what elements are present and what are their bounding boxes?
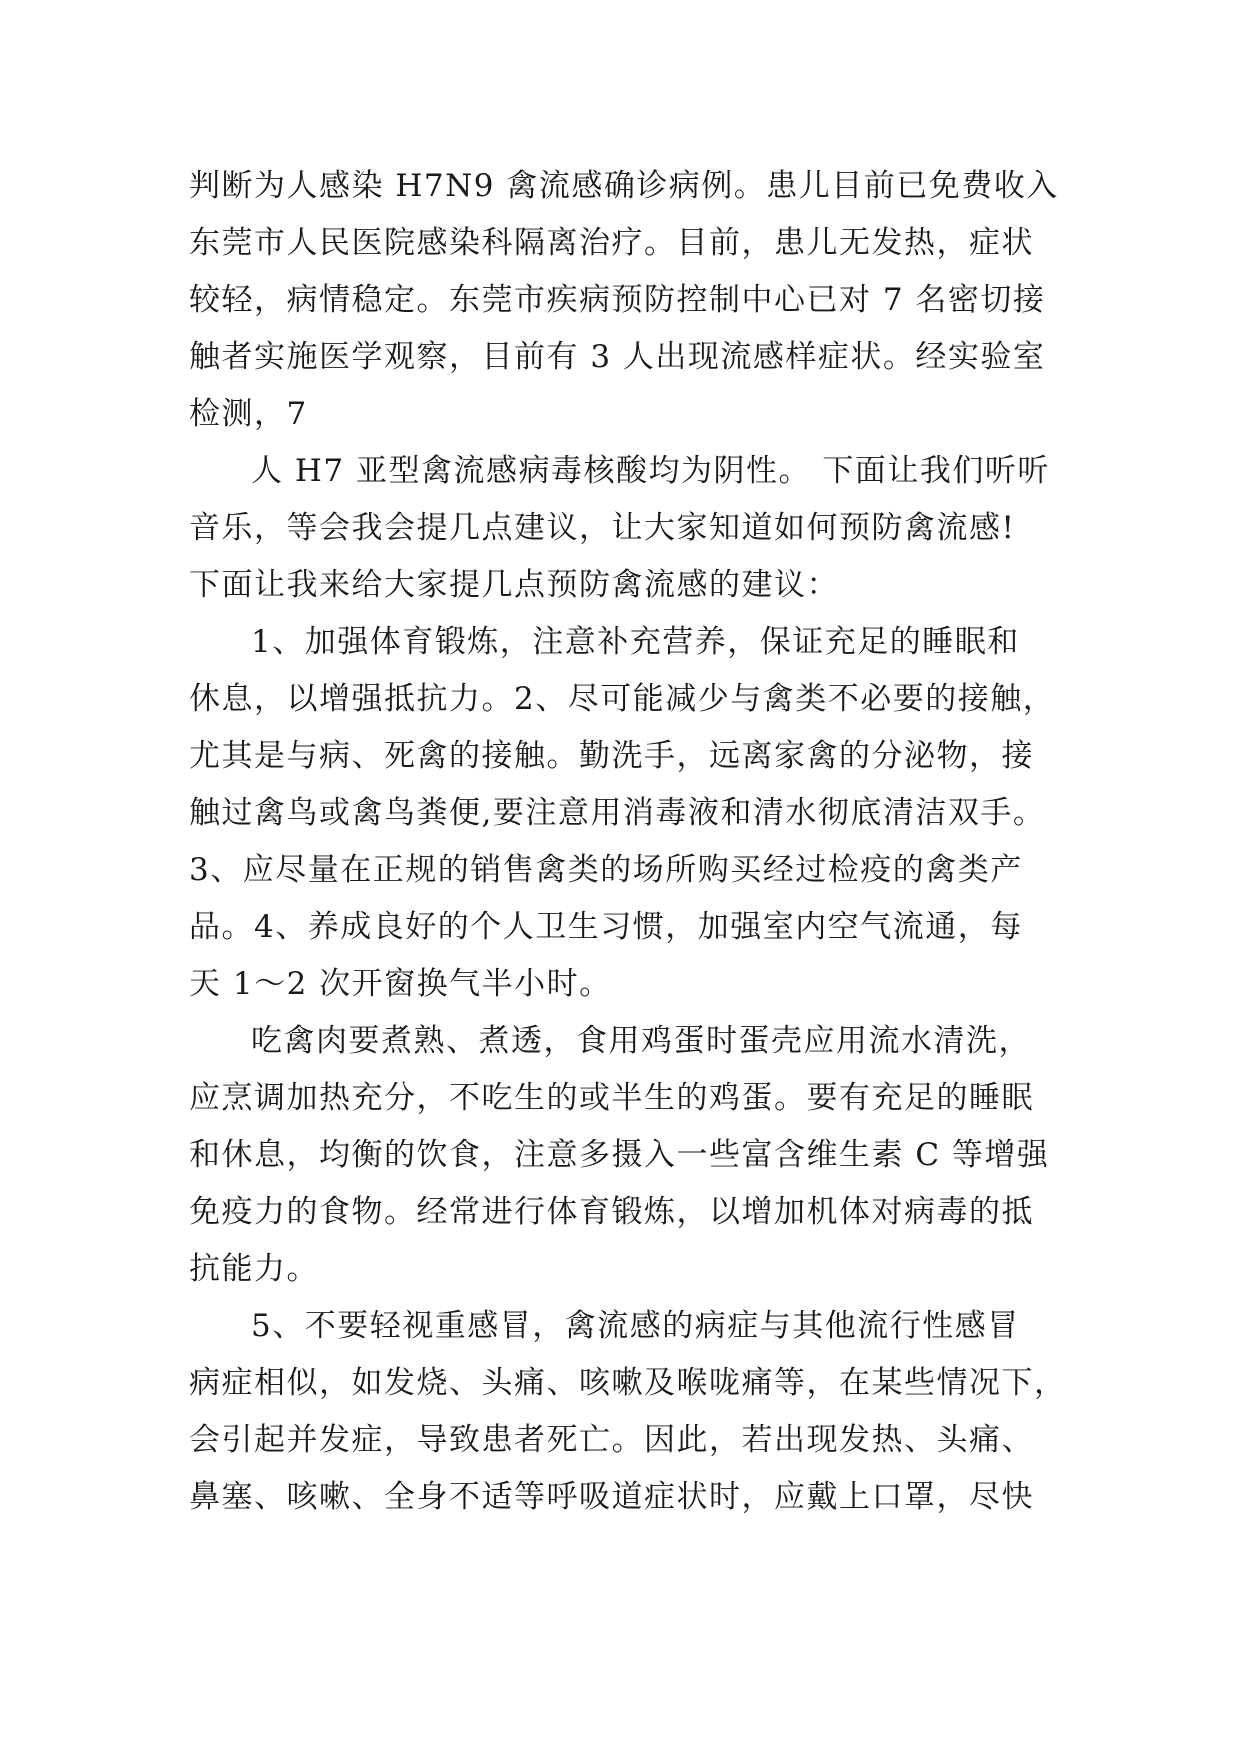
text-line: 音乐，等会我会提几点建议，让大家知道如何预防禽流感! <box>189 510 1016 546</box>
text-line: 鼻塞、咳嗽、全身不适等呼吸道症状时，应戴上口罩，尽快 <box>189 1479 1034 1515</box>
text-line: 1、加强体育锻炼，注意补充营养，保证充足的睡眠和 <box>251 624 1020 660</box>
text-line: 会引起并发症，导致患者死亡。因此，若出现发热、头痛、 <box>189 1422 1034 1458</box>
document-body-text <box>189 158 1069 1526</box>
text-line: 较轻，病情稳定。东莞市疾病预防控制中心已对 7 名密切接 <box>189 282 1046 318</box>
text-line: 检测，7 <box>189 396 308 432</box>
text-line: 人 H7 亚型禽流感病毒核酸均为阴性。 下面让我们听听 <box>251 453 1050 489</box>
text-line: 判断为人感染 H7N9 禽流感确诊病例。患儿目前已免费收入 <box>189 168 1059 204</box>
text-line: 应烹调加热充分，不吃生的或半生的鸡蛋。要有充足的睡眠 <box>189 1080 1034 1116</box>
text-line: 吃禽肉要煮熟、煮透，食用鸡蛋时蛋壳应用流水清洗， <box>251 1023 1031 1059</box>
text-line: 触者实施医学观察，目前有 3 人出现流感样症状。经实验室 <box>189 339 1046 375</box>
text-line: 东莞市人民医院感染科隔离治疗。目前，患儿无发热，症状 <box>189 225 1034 261</box>
text-line: 尤其是与病、死禽的接触。勤洗手，远离家禽的分泌物，接 <box>189 738 1034 774</box>
text-line: 休息，以增强抵抗力。2、尽可能减少与禽类不必要的接触， <box>189 681 1056 717</box>
text-line: 3、应尽量在正规的销售禽类的场所购买经过检疫的禽类产 <box>189 852 1023 888</box>
text-line: 5、不要轻视重感冒，禽流感的病症与其他流行性感冒 <box>251 1308 1020 1344</box>
text-line: 下面让我来给大家提几点预防禽流感的建议： <box>189 567 839 603</box>
text-line: 品。4、养成良好的个人卫生习惯，加强室内空气流通，每 <box>189 909 1023 945</box>
text-line: 天 1～2 次开窗换气半小时。 <box>189 966 612 1002</box>
text-line: 免疫力的食物。经常进行体育锻炼，以增加机体对病毒的抵 <box>189 1194 1034 1230</box>
text-line: 和休息，均衡的饮食，注意多摄入一些富含维生素 C 等增强 <box>189 1137 1050 1173</box>
text-line: 触过禽鸟或禽鸟粪便,要注意用消毒液和清水彻底清洁双手。 <box>189 795 1046 831</box>
text-line: 抗能力。 <box>189 1251 319 1287</box>
text-line: 病症相似，如发烧、头痛、咳嗽及喉咙痛等，在某些情况下， <box>189 1365 1067 1401</box>
